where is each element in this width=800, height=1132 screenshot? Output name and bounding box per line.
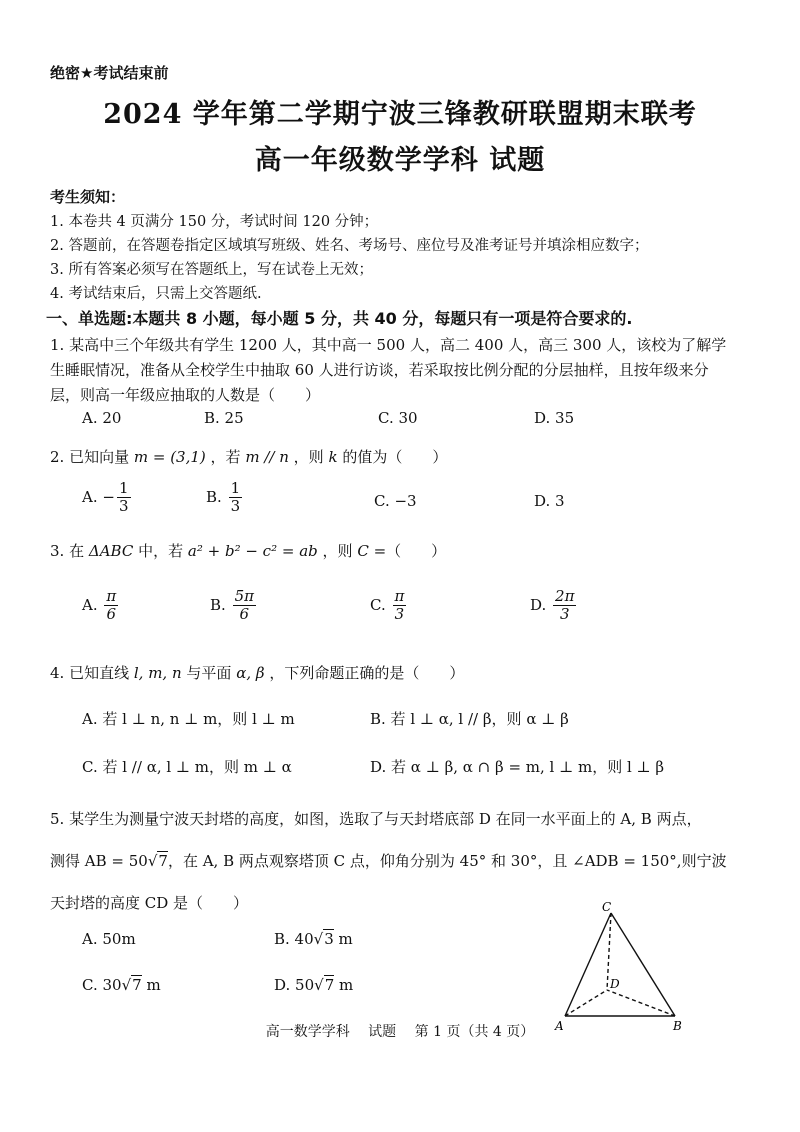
q3-option-d [530, 588, 578, 624]
q2-then: ，则 [293, 448, 324, 466]
q1-option-a: A. 20 [82, 409, 122, 427]
q2-a-sign: − [102, 487, 115, 506]
notice-item: 3. 所有答案必须写在答题纸上，写在试卷上无效； [50, 262, 373, 278]
label-c: C [602, 900, 612, 914]
fraction [117, 480, 131, 516]
q3-mid: 中，若 [138, 542, 184, 560]
numerator: π [106, 587, 117, 605]
notice-item: 2. 答题前，在答题卷指定区域填写班级、姓名、考场号、座位号及准考证号并填涂相应数字； [50, 238, 649, 254]
edge-bd [607, 990, 675, 1016]
numerator: 1 [118, 479, 129, 497]
q3-stem [50, 540, 446, 561]
notice-item: 1. 本卷共 4 页满分 150 分，考试时间 120 分钟； [50, 214, 379, 230]
denominator: 3 [559, 605, 570, 624]
q5-line2-prefix: 测得 AB = 50 [50, 852, 148, 870]
q4-prefix: 4. 已知直线 [50, 664, 130, 682]
q5-c-suffix: m [141, 976, 161, 994]
q4-option-b: B. 若 l ⊥ α, l // β，则 α ⊥ β [370, 710, 569, 728]
q4-mid: 与平面 [186, 664, 232, 682]
denominator: 6 [106, 605, 117, 624]
q3-option-a [82, 588, 120, 624]
q5-option-b [274, 930, 353, 948]
q2-parallel-condition: m // n [245, 448, 289, 466]
sqrt-sign: √ [313, 930, 324, 948]
q2-option-d: D. 3 [534, 492, 565, 510]
q5-c-radicand: 7 [132, 976, 142, 994]
q5-b-suffix: m [333, 930, 353, 948]
q3-triangle: ΔABC [88, 542, 134, 560]
q3-option-b [210, 588, 258, 624]
q4-lines: l, m, n [133, 664, 182, 682]
q5-d-prefix: D. 50 [274, 976, 315, 994]
notice-item: 4. 考试结束后，只需上交答题纸. [50, 286, 262, 302]
q2-option-a [82, 480, 133, 516]
q1-option-c: C. 30 [378, 409, 418, 427]
q2-vector-m: m = (3,1) [133, 448, 206, 466]
q4-end: ，下列命题正确的是（ ） [269, 664, 465, 682]
numerator: π [394, 587, 405, 605]
q5-c-prefix: C. 30 [82, 976, 122, 994]
numerator: 1 [230, 479, 241, 497]
q4-planes: α, β [236, 664, 265, 682]
q4-option-d: D. 若 α ⊥ β, α ∩ β = m, l ⊥ m，则 l ⊥ β [370, 758, 665, 776]
q2-option-b [206, 480, 244, 516]
denominator: 3 [118, 497, 129, 516]
q5-b-prefix: B. 40 [274, 930, 314, 948]
q1-line: 生睡眠情况，准备从全校学生中抽取 60 人进行访谈，若采取按比例分配的分层抽样，且按年级来分 [50, 361, 709, 379]
fraction [553, 588, 576, 624]
q5-option-c [82, 976, 161, 994]
q5-line1: 5. 某学生为测量宁波天封塔的高度，如图，选取了与天封塔底部 D 在同一水平面上的 A, B 两点， [50, 810, 702, 828]
q2-a-label: A. [82, 487, 98, 506]
label-b: B [673, 1019, 682, 1033]
q1-option-b: B. 25 [204, 409, 244, 427]
q5-option-a: A. 50m [82, 930, 136, 948]
denominator: 6 [239, 605, 250, 624]
q5-line3: 天封塔的高度 CD 是（ ） [50, 894, 249, 912]
fraction [393, 588, 407, 624]
q2-prefix: 2. 已知向量 [50, 448, 130, 466]
sqrt-sign: √ [147, 852, 158, 870]
q3-a-label: A. [82, 595, 98, 614]
q5-radicand: 7 [158, 852, 168, 870]
q5-option-d [274, 976, 353, 994]
q1-line: 1. 某高中三个年级共有学生 1200 人，其中高一 500 人，高二 400 人，高三 300 人，该校为了解学 [50, 336, 727, 354]
sqrt-sign: √ [314, 976, 324, 994]
q4-option-a: A. 若 l ⊥ n, n ⊥ m，则 l ⊥ m [82, 710, 295, 728]
q5-b-radicand: 3 [324, 930, 334, 948]
q4-stem [50, 662, 464, 683]
q2-var-k: k [328, 448, 338, 466]
q3-d-label: D. [530, 595, 547, 614]
q2-end: 的值为（ ） [342, 448, 448, 466]
q3-prefix: 3. 在 [50, 542, 85, 560]
q2-b-label: B. [206, 487, 222, 506]
q3-c-label: C. [370, 595, 386, 614]
confidential-label: 绝密★考试结束前 [50, 64, 169, 82]
q3-equation: a² + b² − c² = ab [187, 542, 318, 560]
edge-cb [611, 913, 675, 1016]
fraction [233, 588, 256, 624]
denominator: 3 [394, 605, 405, 624]
q5-d-radicand: 7 [324, 976, 335, 994]
sqrt-sign: √ [121, 976, 132, 994]
q3-option-c [370, 588, 408, 624]
numerator: 2π [555, 587, 575, 605]
q1-line: 层，则高一年级应抽取的人数是（ ） [50, 386, 321, 404]
section-heading: 一、单选题:本题共 8 小题，每小题 5 分，共 40 分，每题只有一项是符合要求的. [46, 309, 633, 328]
q5-tower-figure [545, 898, 695, 1038]
numerator: 5π [234, 587, 254, 605]
q1-option-d: D. 35 [534, 409, 575, 427]
page-footer: 高一数学学科 试题 第 1 页（共 4 页） [265, 1024, 535, 1040]
exam-title: 2024 学年第二学期宁波三锋教研联盟期末联考 [103, 99, 697, 130]
edge-ca [565, 913, 611, 1016]
q2-stem [50, 446, 447, 467]
q2-option-c: C. −3 [374, 492, 417, 510]
notice-heading: 考生须知： [50, 188, 126, 206]
q3-end: =（ ） [373, 542, 447, 560]
exam-subtitle: 高一年级数学学科 试题 [254, 145, 546, 176]
q3-b-label: B. [210, 595, 226, 614]
label-d: D [610, 977, 620, 991]
denominator: 3 [230, 497, 241, 516]
label-a: A [555, 1019, 564, 1033]
q5-line2 [50, 850, 727, 871]
q4-option-c: C. 若 l // α, l ⊥ m，则 m ⊥ α [82, 758, 292, 776]
q5-d-suffix: m [334, 976, 354, 994]
q2-cond-prefix: ，若 [210, 448, 241, 466]
q5-line2-suffix: ，在 A, B 两点观察塔顶 C 点，仰角分别为 45° 和 30°，且 ∠ADB = 150°,则宁波 [167, 852, 727, 870]
q3-var-c: C [357, 542, 369, 560]
fraction [229, 480, 243, 516]
fraction [104, 588, 118, 624]
q3-then: ，则 [322, 542, 353, 560]
